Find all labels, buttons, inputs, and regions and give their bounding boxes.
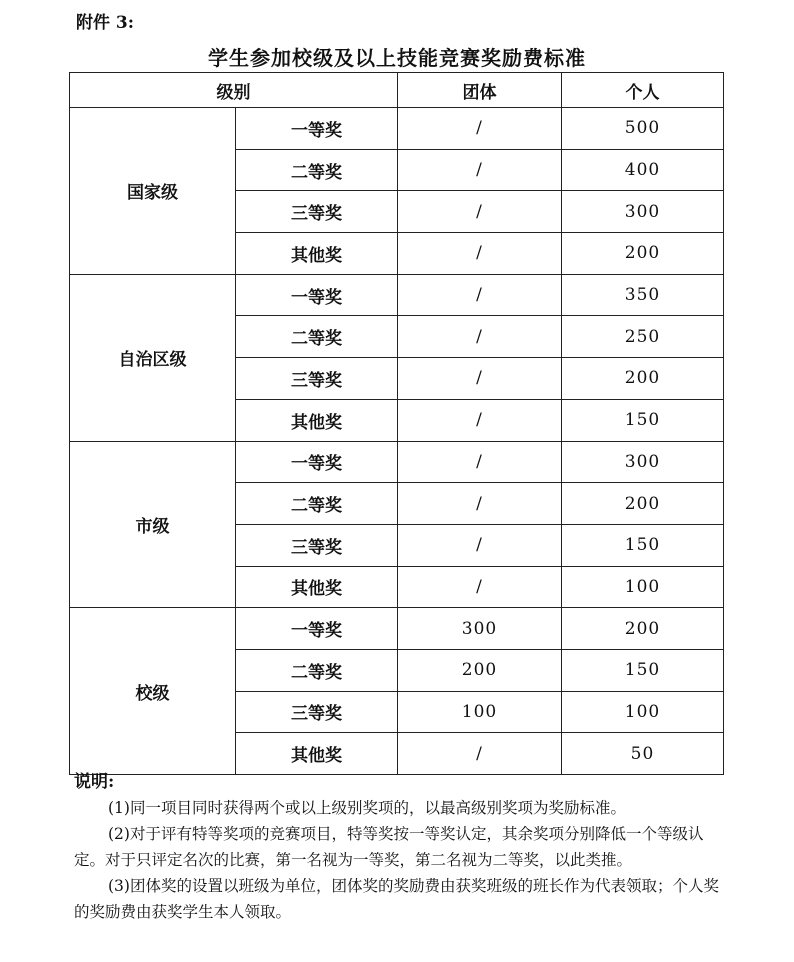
level-name: 国家级 bbox=[70, 108, 236, 275]
award-name: 二等奖 bbox=[236, 149, 398, 191]
award-name: 一等奖 bbox=[236, 274, 398, 316]
table-row bbox=[70, 274, 724, 316]
award-name: 一等奖 bbox=[236, 108, 398, 150]
table-row bbox=[70, 441, 724, 483]
award-fee-table bbox=[69, 72, 724, 775]
individual-amount: 300 bbox=[562, 441, 724, 483]
level-name: 校级 bbox=[70, 608, 236, 775]
group-amount: / bbox=[398, 566, 562, 608]
document-title: 学生参加校级及以上技能竞赛奖励费标准 bbox=[208, 46, 586, 70]
group-amount: / bbox=[398, 733, 562, 775]
individual-amount: 350 bbox=[562, 274, 724, 316]
group-amount: / bbox=[398, 233, 562, 275]
award-name: 其他奖 bbox=[236, 399, 398, 441]
individual-amount: 150 bbox=[562, 524, 724, 566]
header-level: 级别 bbox=[70, 73, 398, 108]
award-name: 三等奖 bbox=[236, 358, 398, 400]
table-body bbox=[70, 108, 724, 775]
individual-amount: 500 bbox=[562, 108, 724, 150]
level-name: 自治区级 bbox=[70, 274, 236, 441]
individual-amount: 400 bbox=[562, 149, 724, 191]
individual-amount: 150 bbox=[562, 399, 724, 441]
group-amount: / bbox=[398, 108, 562, 150]
individual-amount: 200 bbox=[562, 358, 724, 400]
group-amount: / bbox=[398, 441, 562, 483]
award-name: 二等奖 bbox=[236, 316, 398, 358]
award-name: 一等奖 bbox=[236, 608, 398, 650]
group-amount: / bbox=[398, 399, 562, 441]
group-amount: / bbox=[398, 358, 562, 400]
award-name: 二等奖 bbox=[236, 483, 398, 525]
notes-section bbox=[74, 769, 734, 925]
award-name: 三等奖 bbox=[236, 524, 398, 566]
group-amount: / bbox=[398, 274, 562, 316]
level-name: 市级 bbox=[70, 441, 236, 608]
award-name: 三等奖 bbox=[236, 191, 398, 233]
individual-amount: 300 bbox=[562, 191, 724, 233]
award-name: 二等奖 bbox=[236, 649, 398, 691]
individual-amount: 200 bbox=[562, 483, 724, 525]
table-header-row bbox=[70, 73, 724, 108]
award-name: 其他奖 bbox=[236, 233, 398, 275]
award-name: 三等奖 bbox=[236, 691, 398, 733]
group-amount: 200 bbox=[398, 649, 562, 691]
note-item: (1)同一项目同时获得两个或以上级别奖项的，以最高级别奖项为奖励标准。 bbox=[108, 799, 626, 817]
table-row bbox=[70, 608, 724, 650]
award-name: 一等奖 bbox=[236, 441, 398, 483]
individual-amount: 100 bbox=[562, 691, 724, 733]
group-amount: / bbox=[398, 316, 562, 358]
individual-amount: 200 bbox=[562, 233, 724, 275]
group-amount: 100 bbox=[398, 691, 562, 733]
award-name: 其他奖 bbox=[236, 566, 398, 608]
individual-amount: 200 bbox=[562, 608, 724, 650]
attachment-label: 附件 3: bbox=[76, 13, 135, 33]
group-amount: / bbox=[398, 524, 562, 566]
header-group: 团体 bbox=[398, 73, 562, 108]
individual-amount: 250 bbox=[562, 316, 724, 358]
header-individual: 个人 bbox=[562, 73, 724, 108]
note-item: (2)对于评有特等奖项的竞赛项目，特等奖按一等奖认定，其余奖项分别降低一个等级认定。对于只评定名次的比赛，第一名视为一等奖，第二名视为二等奖，以此类推。 bbox=[74, 825, 704, 869]
award-name: 其他奖 bbox=[236, 733, 398, 775]
group-amount: / bbox=[398, 483, 562, 525]
individual-amount: 50 bbox=[562, 733, 724, 775]
group-amount: / bbox=[398, 149, 562, 191]
note-item: (3)团体奖的设置以班级为单位，团体奖的奖励费由获奖班级的班长作为代表领取；个人奖的奖励费由获奖学生本人领取。 bbox=[74, 877, 719, 921]
notes-title: 说明: bbox=[74, 772, 115, 792]
individual-amount: 100 bbox=[562, 566, 724, 608]
table-row bbox=[70, 108, 724, 150]
individual-amount: 150 bbox=[562, 649, 724, 691]
group-amount: / bbox=[398, 191, 562, 233]
group-amount: 300 bbox=[398, 608, 562, 650]
